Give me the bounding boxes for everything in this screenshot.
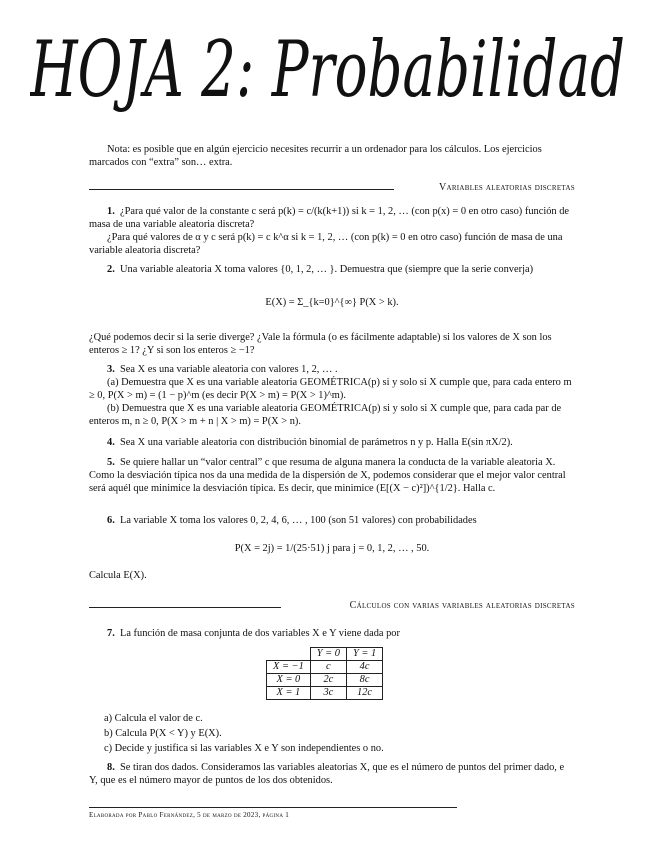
table-cell: 12c (346, 687, 382, 700)
exercise-8 (89, 761, 575, 787)
exercise-7 (89, 627, 575, 640)
exercise-number: 7. (107, 628, 115, 639)
exercise-number: 8. (107, 762, 115, 773)
table-row (267, 687, 383, 700)
table-cell: 2c (310, 674, 346, 687)
footer: Elaborada por Pablo Fernández, 5 de marzo de 2023, página 1 (89, 811, 290, 819)
exercise-number: 5. (107, 457, 115, 468)
exercise-text: La variable X toma los valores 0, 2, 4, 6, … , 100 (son 51 valores) con probabilidades (120, 515, 477, 526)
exercise-part: (a) Demuestra que X es una variable aleatoria GEOMÉTRICA(p) si y solo si X cumple que, para cada entero m ≥ 0, P(X > m) = (1 − p)^m (es decir P(X > m) = P(X > 1)^m). (89, 377, 572, 401)
display-formula: E(X) = Σ_{k=0}^{∞} P(X > k). (265, 297, 399, 308)
exercise-number: 3. (107, 364, 115, 375)
page-title (30, 6, 630, 114)
table-cell: X = −1 (267, 661, 311, 674)
exercise-text: La función de masa conjunta de dos variables X e Y viene dada por (120, 628, 400, 639)
table-row (267, 661, 383, 674)
section-title: Cálculos con varias variables aleatorias discretas (349, 600, 575, 611)
table-cell: Y = 0 (310, 648, 346, 661)
exercise-5 (89, 456, 575, 495)
exercise-text: ¿Para qué valor de la constante c será p(k) = c/(k(k+1)) si k = 1, 2, … (con p(x) = 0 en otro caso) función de masa de una variable aleatoria discreta? (89, 206, 570, 230)
exercise-text: Sea X una variable aleatoria con distribución binomial de parámetros n y p. Halla E(sin πX/2). (120, 437, 513, 448)
section-title: Variables aleatorias discretas (438, 182, 575, 193)
exercise-text: ¿Qué podemos decir si la serie diverge? ¿Vale la fórmula (o es fácilmente adaptable) si los valores de X son los enteros ≥ 1? ¿Y si son los enteros ≥ −1? (89, 332, 552, 356)
table-cell (267, 648, 311, 661)
exercise-part: a) Calcula el valor de c. (104, 713, 203, 724)
exercise-2 (89, 263, 575, 276)
exercise-4 (89, 436, 575, 449)
joint-mass-table (266, 647, 383, 700)
exercise-1 (89, 205, 575, 257)
table-cell: X = 1 (267, 687, 311, 700)
exercise-number: 2. (107, 264, 115, 275)
table-row (267, 674, 383, 687)
exercise-text: Una variable aleatoria X toma valores {0, 1, 2, … }. Demuestra que (siempre que la serie converja) (120, 264, 534, 275)
exercise-6 (89, 514, 575, 527)
exercise-3 (89, 363, 575, 428)
exercise-number: 1. (107, 206, 115, 217)
footer-rule (89, 807, 457, 808)
exercise-text: ¿Para qué valores de α y c será p(k) = c k^α si k = 1, 2, … (con p(k) = 0 en otro caso) función de masa de una variable aleatoria discreta? (89, 232, 563, 256)
section-rule (89, 189, 394, 190)
note-paragraph: Nota: es posible que en algún ejercicio necesites recurrir a un ordenador para los cálculos. Los ejercicios marcados con “extra” son… extra. (89, 144, 542, 168)
exercise-number: 4. (107, 437, 115, 448)
table-cell: 3c (310, 687, 346, 700)
table-cell: Y = 1 (346, 648, 382, 661)
exercise-7-parts (104, 712, 574, 755)
exercise-text: Se tiran dos dados. Consideramos las variables aleatorias X, que es el número de puntos del primer dado, e Y, que es el número mayor de puntos de los dos obtenidos. (89, 762, 565, 786)
section-rule (89, 607, 281, 608)
exercise-text: Sea X es una variable aleatoria con valores 1, 2, … . (120, 364, 338, 375)
table-header-row (267, 648, 383, 661)
table-cell: X = 0 (267, 674, 311, 687)
exercise-part: (b) Demuestra que X es una variable aleatoria GEOMÉTRICA(p) si y solo si X cumple que, para cada par de enteros m, n ≥ 0, P(X > m + n | X > m) = P(X > n). (89, 403, 562, 427)
display-formula: P(X = 2j) = 1/(25·51) j para j = 0, 1, 2, … , 50. (234, 543, 430, 554)
exercise-text: Calcula E(X). (89, 570, 147, 581)
exercise-part: c) Decide y justifica si las variables X e Y son independientes o no. (104, 743, 384, 754)
exercise-text: Se quiere hallar un “valor central” c que resuma de alguna manera la conducta de la variable aleatoria X. Como la desviación típica nos da una medida de la dispersión de X, podemos considerar que el mejor valor central será aquél que minimice la desviación típica. Es decir, que minimice (E[(X − c)²])^{1/2}. Halla c. (89, 457, 566, 494)
table-cell: 8c (346, 674, 382, 687)
table-cell: 4c (346, 661, 382, 674)
exercise-part: b) Calcula P(X < Y) y E(X). (104, 728, 222, 739)
table-cell: c (310, 661, 346, 674)
page-title-text: HOJA 2: Probabilidad (30, 25, 626, 114)
exercise-number: 6. (107, 515, 115, 526)
